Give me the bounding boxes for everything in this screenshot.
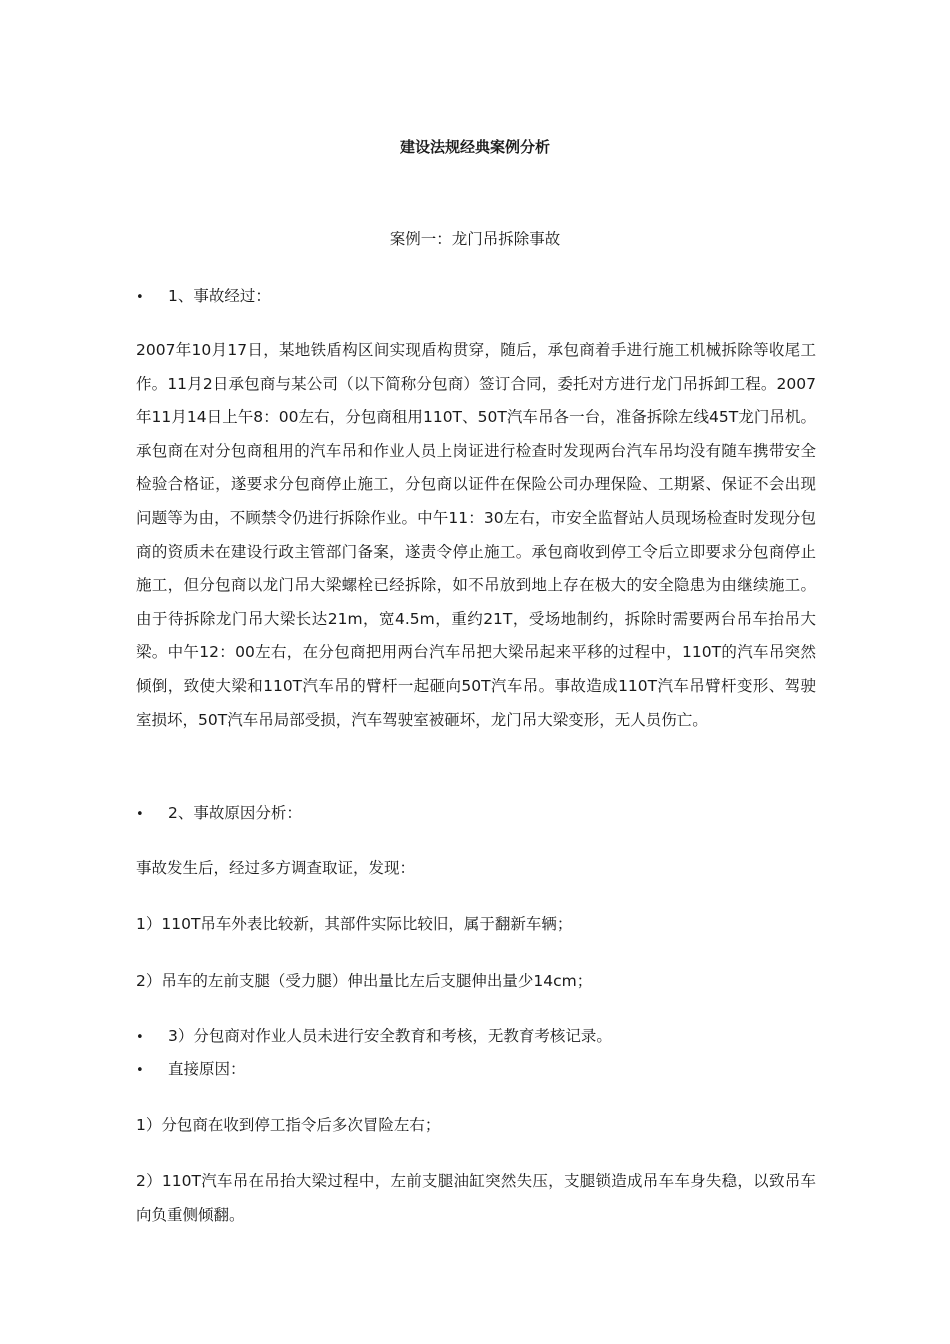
finding-3 bbox=[136, 1025, 612, 1049]
direct-cause-1: 1）分包商在收到停工指令后多次冒险左右； bbox=[136, 1116, 441, 1134]
finding-2: 2）吊车的左前支腿（受力腿）伸出量比左后支腿伸出量少14cm； bbox=[136, 972, 593, 990]
section2-heading bbox=[136, 802, 302, 826]
document-title: 建设法规经典案例分析 bbox=[399, 138, 550, 156]
case-title: 案例一：龙门吊拆除事故 bbox=[389, 230, 561, 248]
finding-1: 1）110T吊车外表比较新，其部件实际比较旧，属于翻新车辆； bbox=[136, 915, 573, 933]
direct-cause-2: 2）110T汽车吊在吊抬大梁过程中，左前支腿油缸突然失压，支腿锁造成吊车车身失稳，以致吊车向负重侧倾翻。 bbox=[136, 1172, 816, 1224]
bullet-icon: • bbox=[136, 1030, 144, 1045]
finding-3-text: 3）分包商对作业人员未进行安全教育和考核，无教育考核记录。 bbox=[168, 1027, 612, 1045]
section1-body: 2007年10月17日，某地铁盾构区间实现盾构贯穿，随后，承包商着手进行施工机械拆除等收尾工作。11月2日承包商与某公司（以下简称分包商）签订合同，委托对方进行龙门吊拆卸工程。2007年11月14日上午8：00左右，分包商租用110T、50T汽车吊各一台，准备拆除左线45T龙门吊机。承包商在对分包商租用的汽车吊和作业人员上岗证进行检查时发现两台汽车吊均没有随车携带安全检验合格证，遂要求分包商停止施工，分包商以证件在保险公司办理保险、工期紧、保证不会出现问题等为由，不顾禁令仍进行拆除作业。中午11：30左右，市安全监督站人员现场检查时发现分包商的资质未在建设行政主管部门备案，遂责令停止施工。承包商收到停工令后立即要求分包商停止施工，但分包商以龙门吊大梁螺栓已经拆除，如不吊放到地上存在极大的安全隐患为由继续施工。由于待拆除龙门吊大梁长达21m，宽4.5m，重约21T，受场地制约，拆除时需要两台吊车抬吊大梁。中午12：00左右，在分包商把用两台汽车吊把大梁吊起来平移的过程中，110T的汽车吊突然倾倒，致使大梁和110T汽车吊的臂杆一起砸向50T汽车吊。事故造成110T汽车吊臂杆变形、驾驶室损坏，50T汽车吊局部受损，汽车驾驶室被砸坏，龙门吊大梁变形，无人员伤亡。 bbox=[136, 341, 816, 729]
section1-heading-text: 1、事故经过： bbox=[168, 287, 271, 305]
section2-heading-text: 2、事故原因分析： bbox=[168, 804, 302, 822]
direct-cause-heading-text: 直接原因： bbox=[168, 1060, 246, 1078]
bullet-icon: • bbox=[136, 290, 144, 305]
direct-cause-heading bbox=[136, 1058, 246, 1082]
bullet-icon: • bbox=[136, 1063, 144, 1078]
section2-intro: 事故发生后，经过多方调查取证，发现： bbox=[136, 859, 416, 877]
section1-heading bbox=[136, 285, 271, 309]
bullet-icon: • bbox=[136, 807, 144, 822]
